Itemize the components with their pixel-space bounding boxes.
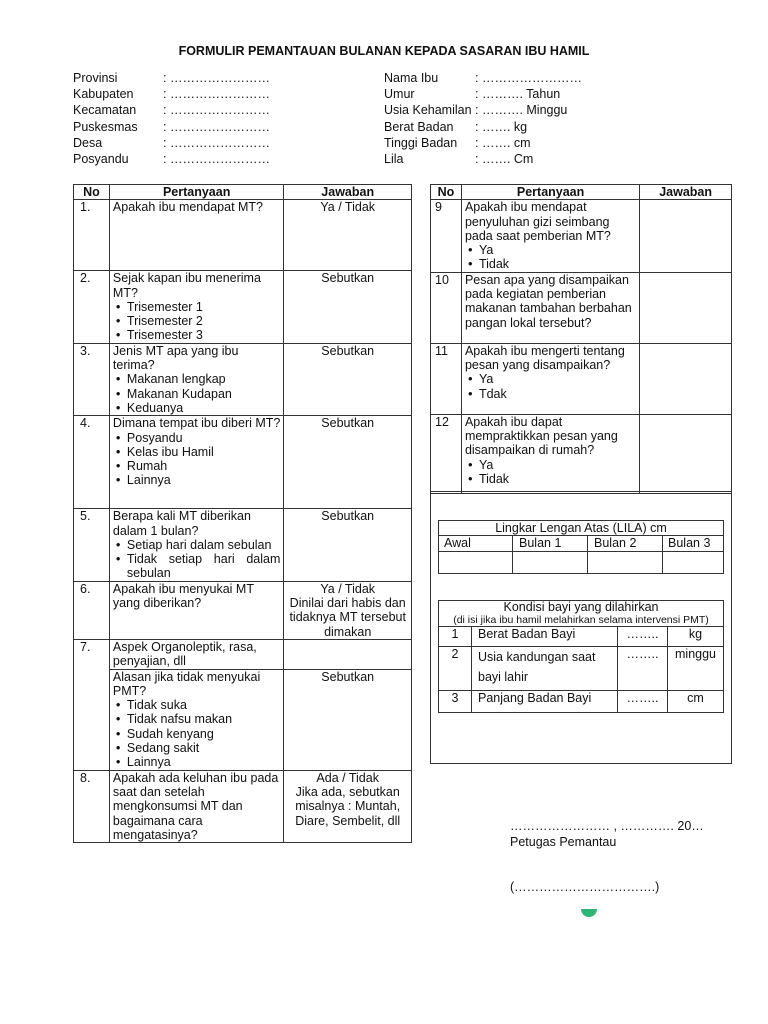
info-label: Puskesmas: [73, 119, 138, 134]
answer-note: Jika ada, sebutkan misalnya : Muntah, Diare, Sembelit, dll: [295, 784, 401, 828]
lila-header-row: [439, 536, 724, 551]
option-item: • Sedang sakit: [116, 741, 280, 755]
answer-text: Sebutkan: [321, 669, 375, 684]
info-row-usia-kehamilan: [384, 102, 582, 118]
row-number: 3.: [74, 343, 110, 415]
info-row-lila: [384, 151, 582, 167]
info-label: Provinsi: [73, 71, 118, 85]
form-title: FORMULIR PEMANTAUAN BULANAN KEPADA SASARAN IBU HAMIL: [178, 44, 590, 58]
question-cell: [461, 200, 639, 272]
info-value[interactable]: : ……………………: [163, 119, 270, 134]
option-list: [113, 698, 280, 769]
baby-row-value[interactable]: ……..: [618, 647, 668, 691]
info-label: Usia Kehamilan: [384, 103, 472, 118]
table-row: [74, 343, 412, 415]
option-list: [113, 300, 280, 343]
info-label: Nama Ibu: [384, 71, 439, 85]
table-header-row: [74, 185, 412, 200]
info-value[interactable]: : ……………………: [163, 87, 270, 102]
answer-cell[interactable]: [640, 200, 732, 272]
question-text: Apakah ibu mendapat penyuluhan gizi seimbang pada saat pemberian MT?: [464, 200, 611, 243]
option-item: • Ya: [468, 458, 636, 472]
info-value[interactable]: : ……. cm: [475, 135, 531, 150]
question-cell: [461, 343, 639, 414]
table-row: [74, 200, 412, 271]
lila-col-bulan-1: Bulan 1: [513, 536, 588, 551]
table-row: [431, 343, 732, 414]
table-row: [74, 770, 412, 842]
question-cell: [109, 200, 283, 271]
baby-row-number: 1: [439, 627, 472, 647]
question-text: Apakah ibu menyukai MT yang diberikan?: [112, 581, 254, 611]
answer-cell[interactable]: [284, 509, 412, 581]
answer-cell[interactable]: [284, 200, 412, 271]
row-number: 11: [431, 343, 462, 414]
answer-text: Sebutkan: [321, 271, 375, 286]
question-cell: [109, 669, 283, 770]
row-number: 4.: [74, 416, 110, 509]
row-number: 6.: [74, 581, 110, 639]
info-row-posyandu: [73, 151, 270, 167]
lila-col-bulan-2: Bulan 2: [588, 536, 663, 551]
lila-title: Lingkar Lengan Atas (LILA) cm: [439, 521, 724, 536]
lila-col-bulan-3: Bulan 3: [663, 536, 724, 551]
answer-text: Sebutkan: [321, 343, 375, 358]
baby-row-value[interactable]: ……..: [618, 627, 668, 647]
question-cell: [109, 639, 283, 669]
question-cell: [461, 272, 639, 343]
info-value[interactable]: : ………. Tahun: [475, 87, 561, 102]
signature-date-line[interactable]: …………………… , …………. 20…: [510, 819, 704, 833]
info-label: Umur: [384, 87, 415, 102]
table-row: [74, 416, 412, 509]
header-answer: Jawaban: [284, 185, 412, 200]
info-value[interactable]: : ……………………: [163, 71, 270, 85]
lila-value-bulan-3[interactable]: [663, 551, 724, 573]
option-item: • Keduanya: [116, 401, 280, 415]
option-item: • Tdak: [468, 387, 636, 401]
lila-table: [438, 520, 724, 574]
answer-cell[interactable]: [284, 669, 412, 770]
baby-row-value[interactable]: ……..: [618, 691, 668, 713]
signature-name-line[interactable]: (…………………………….): [510, 880, 660, 894]
option-item: • Tidak: [468, 257, 636, 271]
option-list: [465, 458, 636, 487]
row-number: 7.: [74, 639, 110, 770]
table-row: [431, 200, 732, 272]
baby-condition-table: [438, 600, 724, 713]
lila-value-bulan-1[interactable]: [513, 551, 588, 573]
info-label: Kecamatan: [73, 103, 137, 118]
info-row-desa: [73, 135, 270, 151]
option-item: • Trisemester 3: [116, 328, 280, 342]
option-item: • Makanan Kudapan: [116, 387, 280, 401]
option-item: • Ya: [468, 372, 636, 386]
option-item: • Trisemester 2: [116, 314, 280, 328]
option-item: • Lainnya: [116, 473, 280, 487]
info-row-kabupaten: [73, 86, 270, 102]
info-row-provinsi: [73, 70, 270, 86]
lila-value-awal[interactable]: [439, 551, 513, 573]
table-row: [431, 414, 732, 493]
question-text: Apakah ibu dapat mempraktikkan pesan yang disampaikan di rumah?: [464, 414, 618, 458]
baby-subtitle: (di isi jika ibu hamil melahirkan selama intervensi PMT): [453, 614, 709, 626]
answer-text: Sebutkan: [321, 416, 375, 431]
answer-cell[interactable]: [284, 581, 412, 639]
row-number: 9: [431, 200, 462, 272]
baby-row-number: 2: [439, 647, 472, 691]
row-number: 2.: [74, 271, 110, 343]
option-list: [465, 372, 636, 401]
question-text: Aspek Organoleptik, rasa, penyajian, dll: [112, 639, 257, 669]
answer-text: Ada / Tidak: [316, 770, 379, 785]
baby-row: [439, 647, 724, 691]
baby-row-unit: minggu: [668, 647, 724, 691]
baby-row-unit: kg: [668, 627, 724, 647]
baby-row: [439, 627, 724, 647]
question-text: Dimana tempat ibu diberi MT?: [112, 416, 281, 431]
baby-row-unit: cm: [668, 691, 724, 713]
answer-cell[interactable]: [284, 343, 412, 415]
info-label: Lila: [384, 151, 404, 166]
info-value[interactable]: : ………. Minggu: [475, 103, 568, 118]
question-text: Pesan apa yang disampaikan pada kegiatan pemberian makanan tambahan berbahan pangan lokal tersebut?: [464, 272, 632, 330]
baby-row-item: Panjang Badan Bayi: [472, 691, 618, 713]
question-cell: [109, 271, 283, 343]
answer-note: Dinilai dari habis dan tidaknya MT tersebut dimakan: [289, 596, 406, 639]
option-item: • Tidak nafsu makan: [116, 712, 280, 726]
info-row-kecamatan: [73, 102, 270, 118]
header-question: Pertanyaan: [109, 185, 283, 200]
lila-value-row: [439, 551, 724, 573]
question-table-left: [73, 184, 412, 843]
answer-cell[interactable]: [284, 271, 412, 343]
header-answer: Jawaban: [640, 185, 732, 200]
row-number: 10: [431, 272, 462, 343]
answer-cell[interactable]: [640, 272, 732, 343]
header-no: No: [431, 185, 462, 200]
table-row: [431, 272, 732, 343]
watermark-logo-icon: [580, 905, 598, 921]
option-item: • Ya: [468, 243, 636, 257]
info-label: Kabupaten: [73, 87, 134, 102]
option-item: • Trisemester 1: [116, 300, 280, 314]
info-value[interactable]: : ……………………: [163, 103, 270, 118]
option-list: [465, 243, 636, 272]
info-value[interactable]: : ……………………: [163, 151, 270, 166]
baby-title: Kondisi bayi yang dilahirkan: [503, 600, 659, 614]
row-number: 1.: [74, 200, 110, 271]
answer-text: Ya / Tidak: [320, 581, 376, 596]
question-cell: [109, 509, 283, 581]
info-row-berat-badan: [384, 119, 582, 135]
answer-cell[interactable]: [284, 416, 412, 509]
info-row-umur: [384, 86, 582, 102]
row-number: 12: [431, 414, 462, 493]
question-text: Jenis MT apa yang ibu terima?: [112, 343, 239, 373]
info-row-tinggi-badan: [384, 135, 582, 151]
location-info: [73, 70, 270, 167]
option-item: • Setiap hari dalam sebulan: [116, 538, 280, 552]
baby-row-number: 3: [439, 691, 472, 713]
question-cell: [109, 770, 283, 842]
table-row: [74, 639, 412, 669]
info-value[interactable]: : ……………………: [163, 135, 270, 150]
baby-row-item: Berat Badan Bayi: [472, 627, 618, 647]
table-row: [74, 669, 412, 770]
option-list: [113, 431, 280, 488]
lila-col-awal: Awal: [439, 536, 513, 551]
answer-cell[interactable]: [284, 639, 412, 669]
mother-info: [384, 70, 582, 167]
option-item: • Posyandu: [116, 431, 280, 445]
option-item: • Rumah: [116, 459, 280, 473]
info-value[interactable]: : ……. kg: [475, 119, 528, 134]
info-label: Posyandu: [73, 151, 129, 166]
row-number: 5.: [74, 509, 110, 581]
question-cell: [109, 581, 283, 639]
table-row: [74, 271, 412, 343]
question-text: Alasan jika tidak menyukai PMT?: [112, 669, 261, 698]
question-cell: [109, 416, 283, 509]
question-text: Apakah ibu mendapat MT?: [112, 200, 264, 215]
question-cell: [109, 343, 283, 415]
baby-row: [439, 691, 724, 713]
answer-cell[interactable]: [640, 414, 732, 493]
info-value[interactable]: : ……………………: [475, 71, 582, 85]
question-text: Sejak kapan ibu menerima MT?: [112, 271, 261, 300]
option-item: • Lainnya: [116, 755, 280, 769]
header-question: Pertanyaan: [461, 185, 639, 200]
baby-title-cell: [439, 601, 724, 627]
option-item: • Tidak: [468, 472, 636, 486]
option-item: • Sudah kenyang: [116, 727, 280, 741]
info-label: Tinggi Badan: [384, 135, 458, 150]
option-item: • Kelas ibu Hamil: [116, 445, 280, 459]
table-row: [74, 509, 412, 581]
question-text: Apakah ada keluhan ibu pada saat dan setelah mengkonsumsi MT dan bagaimana cara mengatasinya?: [112, 770, 279, 842]
question-text: Berapa kali MT diberikan dalam 1 bulan?: [112, 509, 251, 538]
option-item: • Makanan lengkap: [116, 372, 280, 386]
table-row: [74, 581, 412, 639]
signature-role: Petugas Pemantau: [510, 835, 617, 849]
question-text: Apakah ibu mengerti tentang pesan yang disampaikan?: [464, 343, 625, 373]
table-header-row: [431, 185, 732, 200]
baby-title-row: [439, 601, 724, 627]
answer-cell[interactable]: [284, 770, 412, 842]
option-list: [113, 538, 280, 581]
info-row-puskesmas: [73, 119, 270, 135]
baby-row-item: Usia kandungan saat bayi lahir: [472, 647, 618, 691]
question-cell: [461, 414, 639, 493]
answer-text: Sebutkan: [321, 509, 375, 524]
question-table-right: [430, 184, 732, 494]
row-number: 8.: [74, 770, 110, 842]
answer-cell[interactable]: [640, 343, 732, 414]
option-item: • Tidak suka: [116, 698, 280, 712]
lila-title-row: [439, 521, 724, 536]
answer-text: Ya / Tidak: [320, 200, 376, 215]
info-label: Desa: [73, 135, 103, 150]
option-list: [113, 372, 280, 415]
header-no: No: [74, 185, 110, 200]
lila-value-bulan-2[interactable]: [588, 551, 663, 573]
info-label: Berat Badan: [384, 119, 454, 134]
info-value[interactable]: : ……. Cm: [475, 151, 534, 166]
option-item: • Tidak setiap hari dalam sebulan: [116, 552, 280, 581]
info-row-nama-ibu: [384, 70, 582, 86]
